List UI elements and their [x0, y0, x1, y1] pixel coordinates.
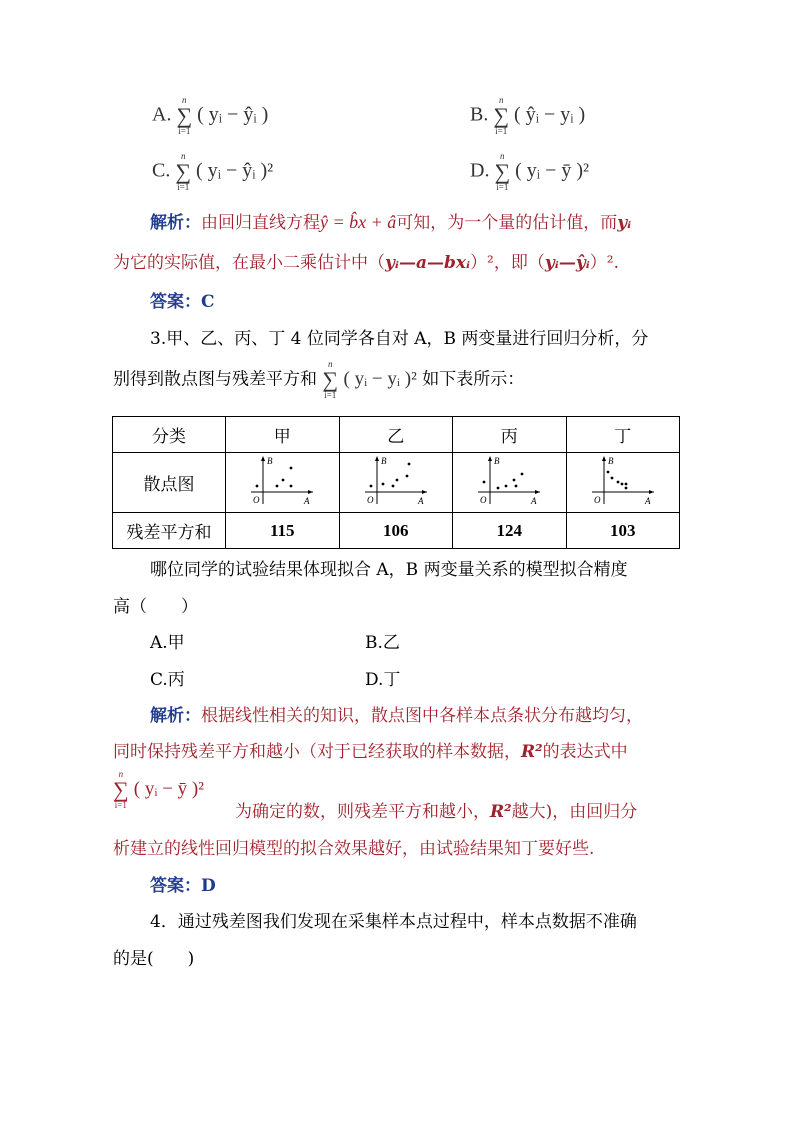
table-header-cell: 丁 — [566, 417, 680, 453]
scatter-point — [616, 481, 619, 484]
q2-option-b: B. n ∑ i=1 ( ŷᵢ − yᵢ ) — [470, 95, 586, 136]
sse-value-bing: 124 — [453, 513, 567, 549]
scatter-point — [620, 483, 623, 486]
regression-formula: ŷ = b̂x + â — [320, 212, 397, 232]
axis-a-label: A — [417, 496, 424, 506]
axis-o-label: O — [253, 495, 260, 505]
scatter-label: 散点图 — [113, 453, 226, 513]
q3-option-d: D.丁 — [365, 670, 401, 690]
q3-analysis-line4: 析建立的线性回归模型的拟合效果越好，由试验结果知丁要好些. — [113, 839, 595, 859]
scatter-point — [610, 477, 613, 480]
axis-o-label: O — [366, 495, 374, 505]
table-header-cell: 丙 — [453, 417, 567, 453]
sse-value-yi: 106 — [339, 513, 453, 549]
scatter-point — [290, 485, 293, 488]
scatter-plot-jia-svg — [249, 454, 315, 506]
scatter-point — [256, 485, 259, 488]
scatter-plot-yi-svg — [363, 454, 429, 506]
table-scatter-row — [113, 453, 680, 513]
q3-analysis-sum-expr: n ∑ i=1 ( yᵢ − ȳ )² — [113, 769, 204, 810]
q3-option-b: B.乙 — [365, 633, 400, 653]
q3-analysis-line2: 同时保持残差平方和越小（对于已经获取的样本数据，R²的表达式中 — [113, 742, 628, 762]
scatter-point — [282, 479, 285, 482]
residual-table — [112, 416, 680, 549]
scatter-point — [391, 485, 394, 488]
q2-option-c: C. n ∑ i=1 ( yᵢ − ŷᵢ )² — [152, 151, 274, 192]
axis-a-label: A — [531, 496, 537, 506]
answer-label: 答案： — [150, 876, 201, 896]
scatter-point — [513, 479, 516, 482]
sse-value-jia: 115 — [226, 513, 340, 549]
scatter-point — [505, 485, 508, 488]
sse-label: 残差平方和 — [113, 513, 226, 549]
sse-value-ding: 103 — [566, 513, 680, 549]
scatter-point — [405, 475, 408, 478]
q3-option-c: C.丙 — [150, 670, 185, 690]
scatter-point — [369, 485, 372, 488]
q3-answer: 答案：D — [150, 876, 216, 896]
q2-answer: 答案：C — [150, 292, 215, 312]
scatter-point — [624, 483, 627, 486]
q2-option-d: D. n ∑ i=1 ( yᵢ − ȳ )² — [470, 151, 590, 192]
scatter-plot-bing — [453, 453, 567, 513]
q3-stem-line1: 3.甲、乙、丙、丁 4 位同学各自对 A，B 两变量进行回归分析，分 — [150, 329, 649, 349]
table-header-row — [113, 417, 680, 453]
axis-o-label: O — [480, 495, 487, 505]
table-header-cell: 分类 — [113, 417, 226, 453]
scatter-plot-bing-svg — [476, 454, 542, 506]
axis-b-label: B — [380, 456, 387, 466]
axis-a-label: A — [644, 496, 651, 506]
q3-analysis-line1: 解析：根据线性相关的知识，散点图中各样本点条状分布越均匀， — [150, 706, 643, 726]
axis-b-label: B — [267, 456, 273, 466]
analysis-label: 解析： — [150, 213, 201, 233]
axis-o-label: O — [593, 495, 601, 505]
q3-option-a: A.甲 — [150, 633, 185, 653]
scatter-point — [290, 467, 293, 470]
scatter-point — [276, 485, 279, 488]
q3-question-line1: 哪位同学的试验结果体现拟合 A，B 两变量关系的模型拟合精度 — [150, 560, 628, 580]
axis-b-label: B — [494, 456, 500, 466]
axis-a-label: A — [304, 496, 310, 506]
q2-analysis-line2: 为它的实际值，在最小二乘估计中（yᵢ—a—bxᵢ）²，即（yᵢ—ŷᵢ）². — [113, 253, 619, 273]
scatter-plot-ding-svg — [590, 454, 656, 506]
scatter-plot-ding — [566, 453, 680, 513]
scatter-point — [483, 481, 486, 484]
q3-analysis-line3: 为确定的数，则残差平方和越小，R²越大)，由回归分 — [235, 802, 638, 822]
table-header-cell: 乙 — [339, 417, 453, 453]
scatter-point — [407, 463, 410, 466]
q3-stem-line2: 别得到散点图与残差平方和 n ∑ i=1 ( yᵢ − yᵢ )² 如下表所示： — [113, 359, 525, 400]
scatter-point — [395, 479, 398, 482]
q2-option-a: A. n ∑ i=1 ( yᵢ − ŷᵢ ) — [152, 95, 269, 136]
analysis-label: 解析： — [150, 706, 201, 726]
scatter-plot-jia — [226, 453, 340, 513]
scatter-point — [515, 485, 518, 488]
scatter-point — [381, 483, 384, 486]
q3-question-line2: 高（ ） — [113, 597, 198, 617]
answer-label: 答案： — [150, 292, 201, 312]
scatter-plot-yi — [339, 453, 453, 513]
table-header-cell: 甲 — [226, 417, 340, 453]
q2-analysis-line1: 解析：由回归直线方程ŷ = b̂x + â可知，为一个量的估计值，而yᵢ — [150, 212, 632, 233]
scatter-point — [606, 471, 609, 474]
scatter-point — [497, 487, 500, 490]
scatter-point — [624, 487, 627, 490]
table-sse-row — [113, 513, 680, 549]
q4-stem-line1: 4．通过残差图我们发现在采集样本点过程中，样本点数据不准确 — [150, 912, 637, 932]
scatter-point — [521, 473, 524, 476]
axis-b-label: B — [607, 456, 614, 466]
q4-stem-line2: 的是( ) — [113, 949, 195, 969]
